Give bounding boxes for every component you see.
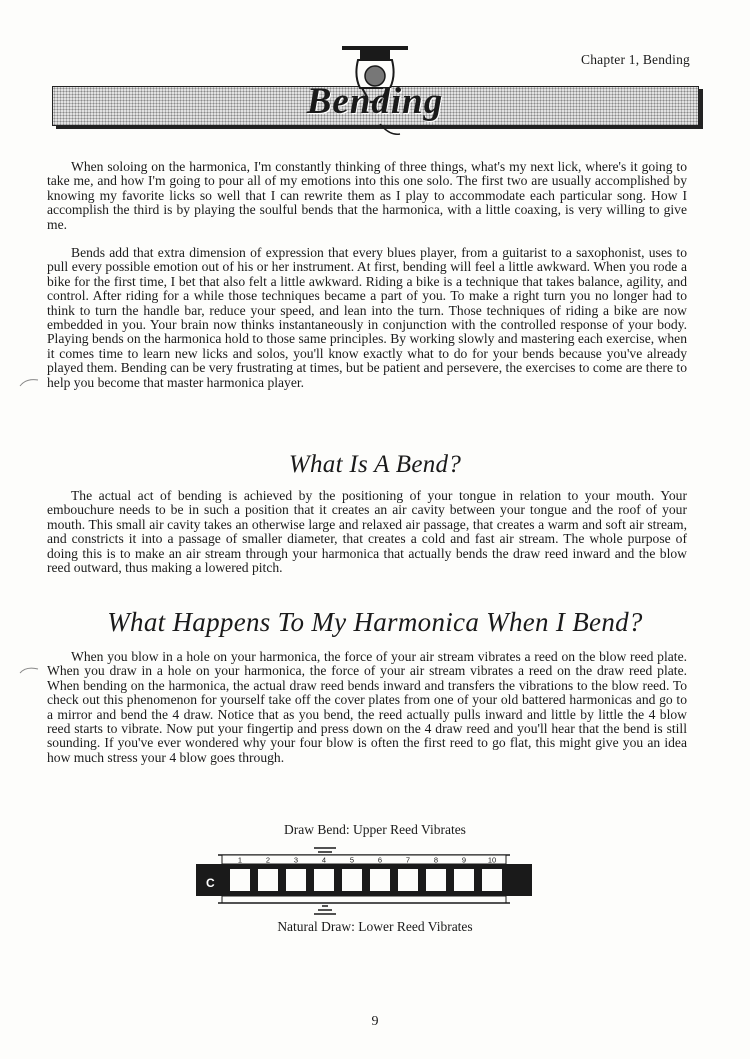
margin-mark xyxy=(18,376,40,388)
hole-number-label: 3 xyxy=(293,855,299,865)
paragraph: Bends add that extra dimension of expression that every blues player, from a guitarist to a saxophonist, uses to pull every possible emotion out of his or her instrument. At first, bending will feel a little awkward. When you rode a bike for the first time, I bet that also felt a little awkward. Riding a bike is a technique that takes balance, agility, and control. After riding for a while those techniques became a part of you. To make a right turn you no longer had to think to turn the handle bar, reduce your speed, and lean into the turn. Those techniques of riding a bike are now embedded in you. Your brain now thinks instantaneously in conjunction with the controlled response of your body. Playing bends on the harmonica hold to those same principles. By working slowly and mastering each exercise, when it comes time to learn new licks and solos, you'll know exactly what to do for your bends because you've already played them. Bending can be very frustrating at times, but be patient and persevere, the exercises to come are there to help you become that master harmonica player. xyxy=(47,245,687,390)
chapter-header: Chapter 1, Bending xyxy=(581,52,690,67)
section2-text xyxy=(47,650,687,765)
page-title: Bending xyxy=(306,81,444,122)
section1-text xyxy=(47,489,687,575)
paragraph: When you blow in a hole on your harmonica, the force of your air stream vibrates a reed on the blow reed plate. When you draw in a hole on your harmonica, the force of your air stream vibrates a reed on the draw reed plate. When bending on the harmonica, the actual draw reed bends inward and transfers the vibrations to the blow reed. To check out this phenomenon for yourself take off the cover plates from one of your old battered harmonicas and go to a mirror and bend the 4 draw. Notice that as you bend, the reed actually pulls inward and little by little the 4 blow reed starts to vibrate. Now put your fingertip and press down on the 4 draw reed and you'll hear that the bend is still sounding. If you've ever wondered why your four blow is often the first reed to go flat, this might give you an idea how much stress your 4 blow goes through. xyxy=(47,649,687,765)
natural-draw-indicator xyxy=(314,906,336,914)
harmonica-diagram xyxy=(194,847,534,917)
harmonica-hole xyxy=(286,869,306,891)
hole-number-label: 10 xyxy=(487,855,497,865)
hole-number-label: 8 xyxy=(433,855,439,865)
hole-number-label: 1 xyxy=(237,855,243,865)
intro-text xyxy=(47,160,687,390)
diagram-bottom-caption: Natural Draw: Lower Reed Vibrates xyxy=(277,919,473,934)
hole-number-label: 9 xyxy=(461,855,467,865)
diagram-top-caption: Draw Bend: Upper Reed Vibrates xyxy=(284,822,466,837)
hole-number-label: 7 xyxy=(405,855,411,865)
margin-mark xyxy=(18,663,40,675)
harmonica-hole xyxy=(454,869,474,891)
hole-number-label: 4 xyxy=(321,855,327,865)
paragraph: When soloing on the harmonica, I'm constantly thinking of three things, what's my next lick, where's it going to take me, and how I'm going to pour all of my emotions into this one solo. The first two are usually accomplished by knowing my favorite licks so well that I can rewrite them as I play to accommodate each particular song. How I accomplish the third is by playing the soulful bends that the harmonica, with a little coaxing, is very willing to give me. xyxy=(47,159,687,232)
harmonica-hole xyxy=(370,869,390,891)
harmonica-hole xyxy=(482,869,502,891)
page-number: 9 xyxy=(371,1014,379,1029)
harmonica-hole xyxy=(258,869,278,891)
harmonica-hole xyxy=(398,869,418,891)
hole-number-label: 5 xyxy=(349,855,355,865)
harmonica-hole xyxy=(426,869,446,891)
paragraph: The actual act of bending is achieved by the positioning of your tongue in relation to your mouth. Your embouchure needs to be in such a position that it creates an air cavity between your tongue and the roof of your mouth. This small air cavity takes an otherwise large and relaxed air passage, that creates a warm and soft air stream, and constricts it into a passage of smaller diameter, that creates a cold and fast air stream. The whole purpose of doing this is to make an air stream through your harmonica that actually bends the draw reed inward and the blow reed outward, thus making a lowered pitch. xyxy=(47,488,687,576)
harmonica-hole xyxy=(314,869,334,891)
key-label: C xyxy=(206,876,215,890)
hole-number-label: 2 xyxy=(265,855,271,865)
harmonica-hole xyxy=(342,869,362,891)
section-heading-what-happens: What Happens To My Harmonica When I Bend? xyxy=(107,607,643,637)
section-heading-what-is-a-bend: What Is A Bend? xyxy=(288,451,462,478)
harmonica-hole xyxy=(230,869,250,891)
hole-number-label: 6 xyxy=(377,855,383,865)
